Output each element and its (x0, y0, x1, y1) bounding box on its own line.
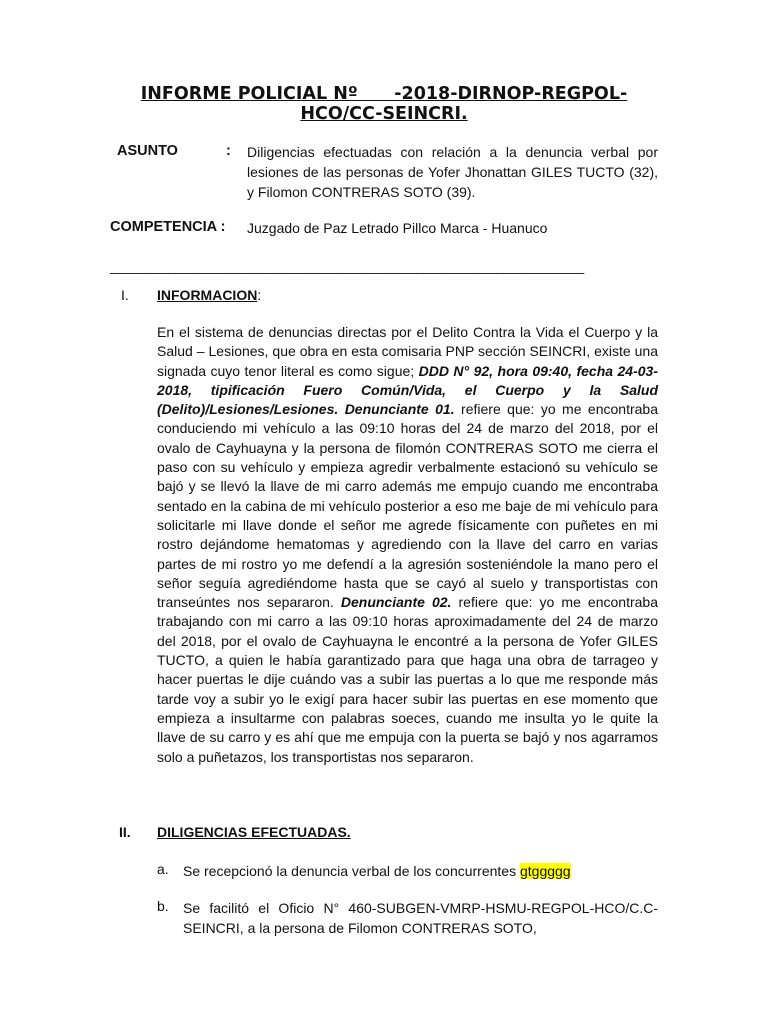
item-a-text (183, 861, 658, 881)
item-b-marker: b. (157, 898, 169, 914)
section1-title-suffix: : (257, 287, 262, 303)
report-title (100, 84, 668, 124)
asunto-label: ASUNTO (117, 143, 178, 159)
report-title-line2: HCO/CC-SEINCRI. (300, 104, 468, 124)
section1-paragraph (157, 323, 658, 767)
separator-line: _________________________________________________________________ (110, 258, 584, 274)
item-a-marker: a. (157, 861, 169, 877)
section1-p3: refiere que: yo me encontraba trabajando con mi carro a las 09:10 horas aproximadamente del 24 de marzo del 2018, por el ovalo de Cayhuayna le encontré a la persona de Yofer GILES TUCTO, a quien le había garantizado para que haga una obra de tarrageo y hacer puertas le dije cuándo vas a subir las puertas a lo que me responde más tarde voy a subir yo le exigí para hacer subir las puertas en ese momento que empieza a insultarme con palabras soeces, cuando me insulta yo le quite la llave de su carro y es ahí que me empuja con la puerta se bajó y nos agarramos solo a puñetazos, los transportistas nos separaron. (157, 594, 658, 765)
section1-p2: refiere que: yo me encontraba conduciendo mi vehículo a las 09:10 horas del 24 de marzo del 2018, por el ovalo de Cayhuayna y la persona de filomón CONTRERAS SOTO me cierra el paso con su vehículo y empieza agredir verbalmente estacionó su vehículo se bajó y se llevó la llave de mi carro además me empujo cuando me encontraba sentado en la cabina de mi vehículo posterior a eso me baje de mi vehículo para solicitarle mi llave donde el señor me agrede físicamente con puñetes en mi rostro dejándome hematomas y agrediendo con la llave del carro en varias partes de mi rostro yo me defendí a la agresión sosteniéndole la mano pero el señor seguía agrediéndome hasta que se cayó al suelo y transportistas con transeúntes nos separaron. (157, 401, 658, 611)
competencia-text: Juzgado de Paz Letrado Pillco Marca - Huanuco (247, 220, 548, 236)
item-a-text-body: Se recepcionó la denuncia verbal de los concurrentes (183, 863, 520, 879)
asunto-colon: : (226, 143, 231, 159)
report-title-line1: INFORME POLICIAL Nº -2018-DIRNOP-REGPOL- (140, 84, 628, 104)
section1-title: INFORMACION (157, 287, 258, 303)
section1-p2-bold: Denunciante 02. (340, 594, 452, 611)
section2-number: II. (119, 824, 131, 840)
competencia-label: COMPETENCIA : (110, 219, 226, 235)
section2-title: DILIGENCIAS EFECTUADAS. (157, 824, 351, 840)
item-a-highlight: gtggggg (519, 863, 571, 879)
section1-p1-bold: DDD N° 92, hora 09:40, fecha 24-03-2018, tipificación Fuero Común/Vida, el Cuerpo y la Salud (Delito)/Lesiones/Lesiones. Denunciante 01. (157, 362, 658, 418)
section1-number: I. (121, 287, 129, 303)
section1-p1: En el sistema de denuncias directas por el Delito Contra la Vida el Cuerpo y la Salud – Lesiones, que obra en esta comisaria PNP sección SEINCRI, existe una signada cuyo tenor literal es como sigue; (157, 324, 658, 379)
asunto-text: Diligencias efectuadas con relación a la denuncia verbal por lesiones de las personas de Yofer Jhonattan GILES TUCTO (32), y Filomon CONTRERAS SOTO (39). (247, 144, 658, 200)
section1-heading (157, 287, 261, 303)
item-b-text: Se facilitó el Oficio N° 460-SUBGEN-VMRP-HSMU-REGPOL-HCO/C.C-SEINCRI, a la persona de Filomon CONTRERAS SOTO, (183, 900, 658, 936)
